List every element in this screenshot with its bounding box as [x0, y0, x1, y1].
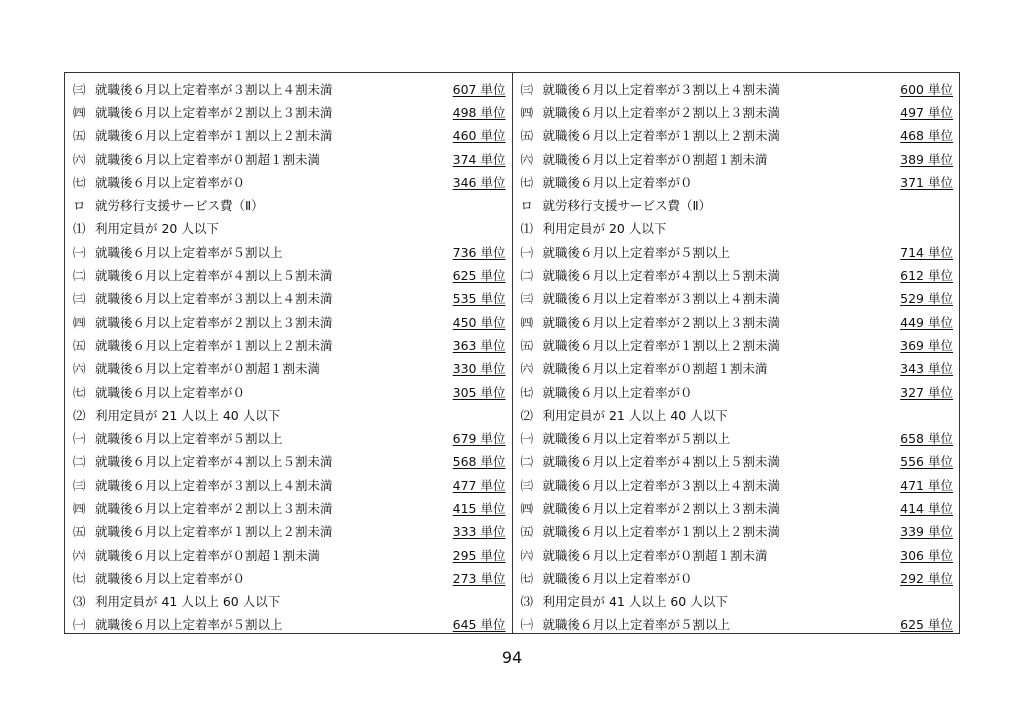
unit-value: 346 単位	[452, 174, 506, 190]
table-row	[65, 590, 512, 613]
item-text: 就職後６月以上定着率が５割以上	[542, 431, 731, 447]
item-marker: ⑴	[73, 221, 86, 237]
item-marker: ㈠	[73, 617, 86, 633]
unit-value: 679 単位	[452, 431, 506, 447]
table-row	[513, 613, 960, 636]
unit-value: 714 単位	[900, 244, 953, 260]
item-text: 利用定員が 41 人以上 60 人以下	[95, 594, 281, 610]
unit-value: 468 単位	[900, 128, 953, 144]
unit-value: 607 単位	[452, 81, 506, 97]
item-text: 就職後６月以上定着率が２割以上３割未満	[95, 500, 333, 516]
unit-value: 612 単位	[900, 268, 953, 284]
table-row	[513, 77, 960, 100]
item-marker: ㈥	[73, 151, 86, 167]
table-row	[513, 543, 960, 566]
unit-value: 295 単位	[452, 547, 506, 563]
unit-value: 625 単位	[452, 268, 506, 284]
table-row	[513, 170, 960, 193]
table-row	[513, 287, 960, 310]
item-text: 就職後６月以上定着率が３割以上４割未満	[95, 477, 333, 493]
right-column	[513, 73, 960, 633]
item-text: 就職後６月以上定着率が０	[95, 174, 246, 190]
item-marker: ㈣	[520, 500, 534, 516]
unit-value: 415 単位	[452, 500, 506, 516]
item-marker: ㈣	[520, 104, 534, 120]
item-text: 就職後６月以上定着率が０割超１割未満	[542, 151, 768, 167]
table-row	[65, 520, 512, 543]
table-row	[513, 147, 960, 170]
unit-value: 497 単位	[900, 104, 953, 120]
unit-value: 339 単位	[900, 524, 953, 540]
table-row	[513, 380, 960, 403]
item-marker: ㈠	[520, 617, 534, 633]
item-text: 就職後６月以上定着率が１割以上２割未満	[542, 524, 781, 540]
item-text: 利用定員が 20 人以下	[95, 221, 219, 237]
item-text: 就職後６月以上定着率が１割以上２割未満	[542, 128, 781, 144]
table-row	[513, 590, 960, 613]
item-text: 就職後６月以上定着率が０割超１割未満	[542, 547, 768, 563]
unit-value: 556 単位	[900, 454, 953, 470]
table-row	[65, 450, 512, 473]
unit-value: 625 単位	[900, 617, 953, 633]
item-text: 就労移行支援サービス費（Ⅱ）	[542, 198, 712, 214]
table-row	[513, 450, 960, 473]
item-text: 利用定員が 20 人以下	[542, 221, 667, 237]
table-row	[513, 124, 960, 147]
table-row	[65, 170, 512, 193]
item-text: 就職後６月以上定着率が２割以上３割未満	[95, 104, 333, 120]
unit-value: 498 単位	[452, 104, 506, 120]
table-row	[513, 520, 960, 543]
unit-value: 645 単位	[452, 617, 506, 633]
table-row	[513, 310, 960, 333]
item-text: 就職後６月以上定着率が０	[95, 570, 246, 586]
comparison-table	[64, 72, 960, 634]
unit-value: 273 単位	[452, 570, 506, 586]
item-marker: ㈡	[520, 268, 534, 284]
unit-value: 305 単位	[452, 384, 506, 400]
item-marker: ㈡	[73, 454, 86, 470]
table-row	[513, 333, 960, 356]
table-row	[513, 473, 960, 496]
item-marker: ⑴	[520, 221, 534, 237]
item-text: 利用定員が 41 人以上 60 人以下	[542, 594, 728, 610]
table-row	[65, 240, 512, 263]
item-text: 就職後６月以上定着率が５割以上	[542, 244, 731, 260]
unit-value: 529 単位	[900, 291, 953, 307]
item-text: 就職後６月以上定着率が５割以上	[95, 431, 283, 447]
table-row	[513, 100, 960, 123]
unit-value: 292 単位	[900, 570, 953, 586]
unit-value: 460 単位	[452, 128, 506, 144]
item-text: 就職後６月以上定着率が２割以上３割未満	[542, 500, 781, 516]
table-row	[65, 147, 512, 170]
item-marker: ㈤	[520, 128, 534, 144]
unit-value: 327 単位	[900, 384, 953, 400]
item-marker: ロ	[73, 198, 86, 214]
item-marker: ⑵	[520, 407, 534, 423]
unit-value: 333 単位	[452, 524, 506, 540]
item-marker: ⑶	[73, 594, 86, 610]
item-text: 就職後６月以上定着率が３割以上４割未満	[95, 81, 333, 97]
unit-value: 568 単位	[452, 454, 506, 470]
table-row	[513, 403, 960, 426]
table-row	[65, 380, 512, 403]
item-marker: ㈥	[520, 151, 534, 167]
table-row	[65, 566, 512, 589]
item-marker: ㈤	[73, 128, 86, 144]
table-row	[513, 566, 960, 589]
item-text: 就職後６月以上定着率が４割以上５割未満	[542, 268, 781, 284]
item-text: 就職後６月以上定着率が３割以上４割未満	[542, 477, 781, 493]
item-text: 就職後６月以上定着率が０	[542, 384, 693, 400]
unit-value: 471 単位	[900, 477, 953, 493]
item-marker: ㈦	[520, 174, 534, 190]
table-row	[65, 496, 512, 519]
item-marker: ㈡	[73, 268, 86, 284]
item-marker: ㈢	[73, 291, 86, 307]
unit-value: 371 単位	[900, 174, 953, 190]
table-row	[65, 193, 512, 216]
item-marker: ㈦	[73, 570, 86, 586]
unit-value: 306 単位	[900, 547, 953, 563]
table-row	[65, 263, 512, 286]
item-text: 就職後６月以上定着率が２割以上３割未満	[95, 314, 333, 330]
item-text: 就職後６月以上定着率が３割以上４割未満	[542, 81, 781, 97]
item-marker: ㈣	[73, 314, 86, 330]
table-row	[513, 357, 960, 380]
table-row	[65, 333, 512, 356]
left-column	[65, 73, 513, 633]
item-marker: ㈢	[520, 477, 534, 493]
table-row	[65, 403, 512, 426]
item-marker: ㈦	[520, 384, 534, 400]
unit-value: 736 単位	[452, 244, 506, 260]
item-marker: ㈥	[520, 361, 534, 377]
unit-value: 450 単位	[452, 314, 506, 330]
item-marker: ㈠	[520, 431, 534, 447]
item-marker: ㈥	[73, 361, 86, 377]
table-row	[513, 193, 960, 216]
unit-value: 374 単位	[452, 151, 506, 167]
item-text: 就職後６月以上定着率が０	[95, 384, 246, 400]
item-marker: ㈢	[520, 291, 534, 307]
item-text: 就職後６月以上定着率が０割超１割未満	[95, 547, 321, 563]
table-row	[65, 77, 512, 100]
table-row	[65, 124, 512, 147]
unit-value: 477 単位	[452, 477, 506, 493]
unit-value: 658 単位	[900, 431, 953, 447]
item-text: 就職後６月以上定着率が５割以上	[542, 617, 731, 633]
unit-value: 449 単位	[900, 314, 953, 330]
table-row	[65, 217, 512, 240]
item-marker: ㈠	[73, 431, 86, 447]
item-text: 利用定員が 21 人以上 40 人以下	[95, 407, 281, 423]
item-text: 就職後６月以上定着率が０割超１割未満	[95, 151, 321, 167]
table-row	[513, 240, 960, 263]
item-text: 就職後６月以上定着率が３割以上４割未満	[95, 291, 333, 307]
table-row	[513, 426, 960, 449]
item-text: 就職後６月以上定着率が１割以上２割未満	[542, 337, 781, 353]
table-row	[513, 496, 960, 519]
unit-value: 330 単位	[452, 361, 506, 377]
item-marker: ㈠	[520, 244, 534, 260]
unit-value: 600 単位	[900, 81, 953, 97]
item-text: 就職後６月以上定着率が３割以上４割未満	[542, 291, 781, 307]
item-text: 就職後６月以上定着率が１割以上２割未満	[95, 337, 333, 353]
unit-value: 535 単位	[452, 291, 506, 307]
item-text: 就職後６月以上定着率が５割以上	[95, 617, 283, 633]
unit-value: 369 単位	[900, 337, 953, 353]
item-marker: ㈤	[520, 524, 534, 540]
item-marker: ㈥	[73, 547, 86, 563]
item-text: 就職後６月以上定着率が２割以上３割未満	[542, 314, 781, 330]
item-text: 就職後６月以上定着率が０割超１割未満	[95, 361, 321, 377]
item-text: 就職後６月以上定着率が１割以上２割未満	[95, 524, 333, 540]
table-row	[65, 543, 512, 566]
table-row	[65, 357, 512, 380]
item-marker: ㈥	[520, 547, 534, 563]
table-row	[65, 100, 512, 123]
item-marker: ㈦	[73, 174, 86, 190]
item-text: 就職後６月以上定着率が１割以上２割未満	[95, 128, 333, 144]
table-row	[65, 613, 512, 636]
item-text: 就職後６月以上定着率が０	[542, 174, 693, 190]
item-text: 就労移行支援サービス費（Ⅱ）	[95, 198, 264, 214]
item-marker: ㈢	[73, 81, 86, 97]
table-row	[65, 473, 512, 496]
item-marker: ㈤	[520, 337, 534, 353]
item-marker: ⑵	[73, 407, 86, 423]
item-marker: ㈤	[73, 524, 86, 540]
item-text: 利用定員が 21 人以上 40 人以下	[542, 407, 728, 423]
item-text: 就職後６月以上定着率が０割超１割未満	[542, 361, 768, 377]
unit-value: 414 単位	[900, 500, 953, 516]
item-text: 就職後６月以上定着率が４割以上５割未満	[95, 268, 333, 284]
table-row	[65, 287, 512, 310]
table-row	[65, 310, 512, 333]
item-marker: ㈣	[520, 314, 534, 330]
item-marker: ㈤	[73, 337, 86, 353]
table-row	[65, 426, 512, 449]
unit-value: 343 単位	[900, 361, 953, 377]
table-row	[513, 217, 960, 240]
item-marker: ㈡	[520, 454, 534, 470]
item-text: 就職後６月以上定着率が４割以上５割未満	[542, 454, 781, 470]
unit-value: 363 単位	[452, 337, 506, 353]
item-marker: ㈣	[73, 500, 86, 516]
item-text: 就職後６月以上定着率が２割以上３割未満	[542, 104, 781, 120]
item-marker: ㈦	[73, 384, 86, 400]
unit-value: 389 単位	[900, 151, 953, 167]
item-text: 就職後６月以上定着率が４割以上５割未満	[95, 454, 333, 470]
item-marker: ㈦	[520, 570, 534, 586]
item-marker: ㈢	[73, 477, 86, 493]
item-marker: ㈢	[520, 81, 534, 97]
item-marker: ㈠	[73, 244, 86, 260]
table-row	[513, 263, 960, 286]
item-text: 就職後６月以上定着率が０	[542, 570, 693, 586]
page-number: 94	[501, 648, 523, 667]
item-marker: ⑶	[520, 594, 534, 610]
item-text: 就職後６月以上定着率が５割以上	[95, 244, 283, 260]
item-marker: ロ	[520, 198, 534, 214]
item-marker: ㈣	[73, 104, 86, 120]
